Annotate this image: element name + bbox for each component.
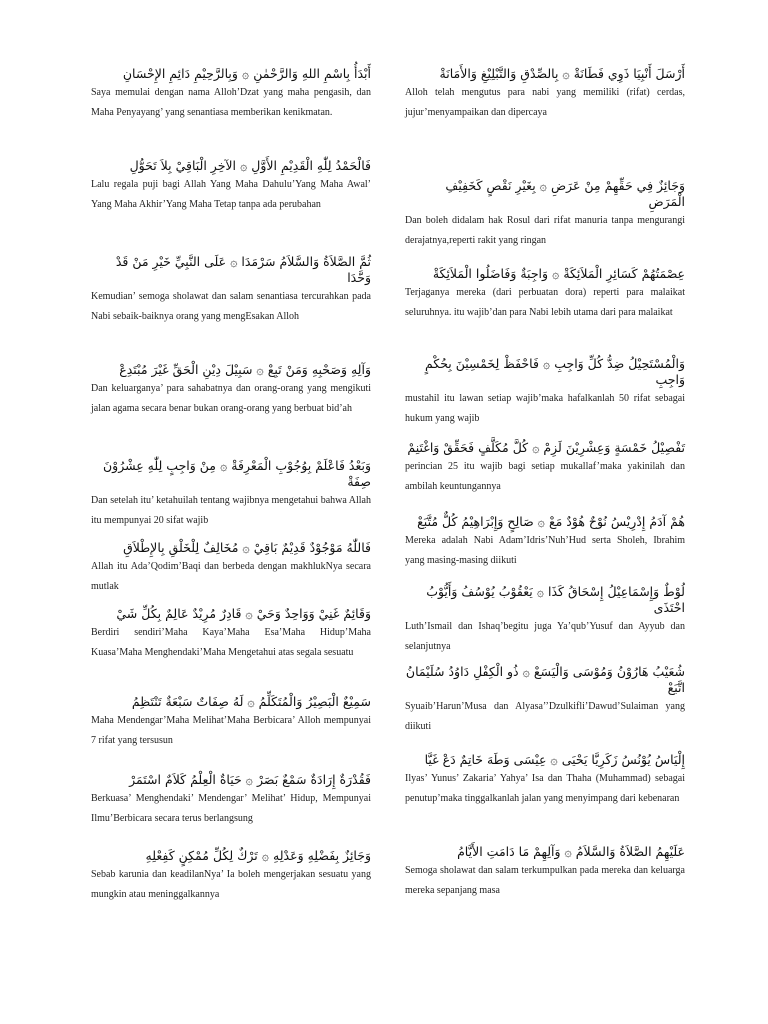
arabic-verse: أَبْدَأُ بِاسْمِ اللهِ وَالرَّحْمٰنِ ۞ وَبِالرَّحِيْمِ دَائِمِ الإِحْسَانِ: [122, 66, 371, 81]
arabic-verse: عَلَيْهِمُ الصَّلاَةُ وَالسَّلاَمُ ۞ وَآلِهِمْ مَا دَامَتِ الأَيَّامُ: [457, 844, 685, 859]
verse-block: [91, 848, 371, 905]
arabic-verse: سَمِيْعٌ الْبَصِيْرُ وَالْمُتَكَلِّمُ ۞ لَهُ صِفَاتٌ سَبْعَةٌ تَنْتَظِمُ: [131, 694, 371, 709]
verse-block: [405, 752, 685, 809]
verse-block: [405, 440, 685, 497]
verse-translation: Kemudian’ semoga sholawat dan salam senantiasa tercurahkan pada Nabi sebaik-baiknya orang yang mengEsakan Alloh: [91, 291, 371, 322]
verse-translation: Terjaganya mereka (dari perbuatan dora) reperti para malaikat seluruhnya. itu wajib’dan para Nabi lebih utama dari para malaikat: [405, 287, 685, 318]
verse-translation: Berdiri sendiri’Maha Kaya’Maha Esa’Maha Hidup’Maha Kuasa’Maha Menghendaki’Maha Mengetahui atas segala sesuatu: [91, 627, 371, 658]
verse-translation: Lalu regala puji bagi Allah Yang Maha Dahulu’Yang Maha Awal’ Yang Maha Akhir’Yang Maha Tetap tanpa ada perubahan: [91, 179, 371, 210]
verse-translation: Syuaib’Harun’Musa dan Alyasa’’Dzulkifli’Dawud’Sulaiman yang diikuti: [405, 701, 685, 732]
verse-translation: Sebab karunia dan keadilanNya’ Ia boleh mengerjakan sesuatu yang mungkin atau meninggalkannya: [91, 869, 371, 900]
arabic-verse: فَقُدْرَةٌ إِرَادَةٌ سَمْعٌ بَصَرْ ۞ حَيَاةٌ الْعِلْمُ كَلاَمٌ اسْتَمَرْ: [129, 772, 371, 787]
verse-block: [91, 772, 371, 829]
arabic-verse: وَقَائِمٌ غَنِيْ وَوَاحِدٌ وَحَيْ ۞ قَادِرٌ مُرِيْدٌ عَالِمٌ بِكُلِّ شَيْ: [116, 606, 371, 621]
verse-translation: Dan keluarganya’ para sahabatnya dan orang-orang yang mengikuti jalan agama secara benar bukan orang-orang yang berbuat bid’ah: [91, 383, 371, 414]
arabic-verse: عِصْمَتُهُمْ كَسَائِرِ الْمَلاَئِكَةْ ۞ وَاجِبَةٌ وَفَاضَلُوا الْمَلاَئِكَةْ: [432, 266, 685, 281]
arabic-verse: وَجَائِزٌ بِفَضْلِهِ وَعَدْلِهِ ۞ تَرْكٌ لِكُلِّ مُمْكِنٍ كَفِعْلِهِ: [145, 848, 371, 863]
verse-block: [405, 266, 685, 323]
arabic-verse: لُوْطٌ وَإِسْمَاعِيْلُ إِسْحَاقُ كَذَا ۞ يَعْقُوْبُ يُوْسُفُ وَأَيُّوْبُ احْتَذَى: [426, 584, 685, 615]
verse-block: [91, 694, 371, 751]
verse-translation: Allah itu Ada’Qodim’Baqi dan berbeda dengan makhlukNya secara mutlak: [91, 561, 371, 592]
arabic-verse: وَالْمُسْتَحِيْلُ ضِدُّ كُلِّ وَاجِبِ ۞ فَاحْفَظْ لِخَمْسِيْنَ بِحُكْمٍ وَاجِبِ: [424, 356, 685, 387]
arabic-verse: شُعَيْبُ هَارُوْنُ وَمُوْسَى وَالْيَسَعْ ۞ ذُو الْكِفْلِ دَاوُدُ سُلَيْمَانُ اتَّبَعْ: [405, 664, 685, 695]
arabic-verse: فَاللّٰهُ مَوْجُوْدٌ قَدِيْمٌ بَاقِيْ ۞ مُخَالِفٌ لِلْخَلْقِ بِالإِطْلاَقِ: [123, 540, 371, 555]
verse-translation: perincian 25 itu wajib bagi setiap mukallaf’maka yakinilah dan ambilah keuntungannya: [405, 461, 685, 492]
arabic-verse: فَالْحَمْدُ لِلّٰهِ الْقَدِيْمِ الأَوَّلِ ۞ الآخِرِ الْبَاقِيْ بِلاَ تَحَوُّلِ: [129, 158, 371, 173]
verse-block: [405, 356, 685, 429]
verse-translation: Saya memulai dengan nama Alloh’Dzat yang maha pengasih, dan Maha Penyayang’ yang senantiasa memberikan kenikmatan.: [91, 87, 371, 118]
verse-block: [405, 514, 685, 571]
arabic-verse: أَرْسَلَ أَنْبِيَا ذَوِي فَطَانَةْ ۞ بِالصِّدْقِ وَالتَّبْلِيْغِ وَالأَمَانَةْ: [439, 66, 685, 81]
arabic-verse: إِلْيَاسُ يُوْنُسُ زَكَرِيَّا يَحْيَى ۞ عِيْسَى وَطَهَ خَاتِمٌ دَعْ غَيَّا: [424, 752, 685, 767]
arabic-verse: وَآلِهِ وَصَحْبِهِ وَمَنْ تَبِعْ ۞ سَبِيْلَ دِيْنِ الْحَقِّ غَيْرَ مُبْتَدِعْ: [119, 362, 371, 377]
verse-block: [405, 66, 685, 123]
verse-block: [91, 540, 371, 597]
arabic-verse: ثُمَّ الصَّلاَةُ وَالسَّلاَمُ سَرْمَدَا ۞ عَلَى النَّبِيِّ خَيْرِ مَنْ قَدْ وَحَّدَا: [115, 254, 371, 285]
verse-translation: Dan boleh didalam hak Rosul dari rifat manuria tanpa mengurangi derajatnya,reperti rakit yang ringan: [405, 215, 685, 246]
verse-translation: Alloh telah mengutus para nabi yang memiliki (rifat) cerdas, jujur’menyampaikan dan dipercaya: [405, 87, 685, 118]
arabic-verse: تَفْصِيْلُ خَمْسَةٍ وَعِشْرِيْنَ لَزِمْ ۞ كُلَّ مُكَلَّفٍ فَحَقِّقْ وَاغْتَنِمْ: [407, 440, 685, 455]
verse-block: [405, 584, 685, 657]
verse-block: [405, 844, 685, 901]
verse-block: [91, 606, 371, 663]
verse-block: [91, 66, 371, 123]
arabic-verse: وَجَائِزٌ فِي حَقِّهِمْ مِنْ عَرَضِ ۞ بِغَيْرِ نَقْصٍ كَخَفِيْفِ الْمَرَضِ: [445, 178, 685, 209]
verse-translation: Mereka adalah Nabi Adam’Idris’Nuh’Hud serta Sholeh, Ibrahim yang masing-masing diikuti: [405, 535, 685, 566]
verse-translation: Luth’Ismail dan Ishaq’begitu juga Ya’qub’Yusuf dan Ayyub dan selanjutnya: [405, 621, 685, 652]
verse-block: [91, 158, 371, 215]
verse-block: [91, 458, 371, 531]
verse-translation: Dan setelah itu’ ketahuilah tentang wajibnya mengetahui bahwa Allah itu mempunyai 20 sifat wajib: [91, 495, 371, 526]
verse-translation: Maha Mendengar’Maha Melihat’Maha Berbicara’ Alloh mempunyai 7 rifat yang tersusun: [91, 715, 371, 746]
verse-translation: Ilyas’ Yunus’ Zakaria’ Yahya’ Isa dan Thaha (Muhammad) sebagai penutup’maka tinggalkanlah jalan yang menyimpang dari kebenaran: [405, 773, 685, 804]
arabic-verse: وَبَعْدُ فَاعْلَمْ بِوُجُوْبِ الْمَعْرِفَةْ ۞ مِنْ وَاجِبٍ لِلّٰهِ عِشْرُوْنَ صِفَةْ: [102, 458, 371, 489]
verse-block: [405, 664, 685, 737]
verse-translation: mustahil itu lawan setiap wajib’maka hafalkanlah 50 rifat sebagai hukum yang wajib: [405, 393, 685, 424]
verse-translation: Berkuasa’ Menghendaki’ Mendengar’ Melihat’ Hidup, Mempunyai Ilmu’Berbicara secara terus berlangsung: [91, 793, 371, 824]
verse-block: [405, 178, 685, 251]
arabic-verse: هُمْ آدَمُ إِدْرِيْسُ نُوْحٌ هُوْدٌ مَعْ ۞ صَالِحٍ وَإِبْرَاهِيْمُ كُلٌّ مُتَّبَعْ: [417, 514, 685, 529]
verse-block: [91, 254, 371, 327]
verse-translation: Semoga sholawat dan salam terkumpulkan pada mereka dan keluarga mereka sepanjang masa: [405, 865, 685, 896]
verse-block: [91, 362, 371, 419]
